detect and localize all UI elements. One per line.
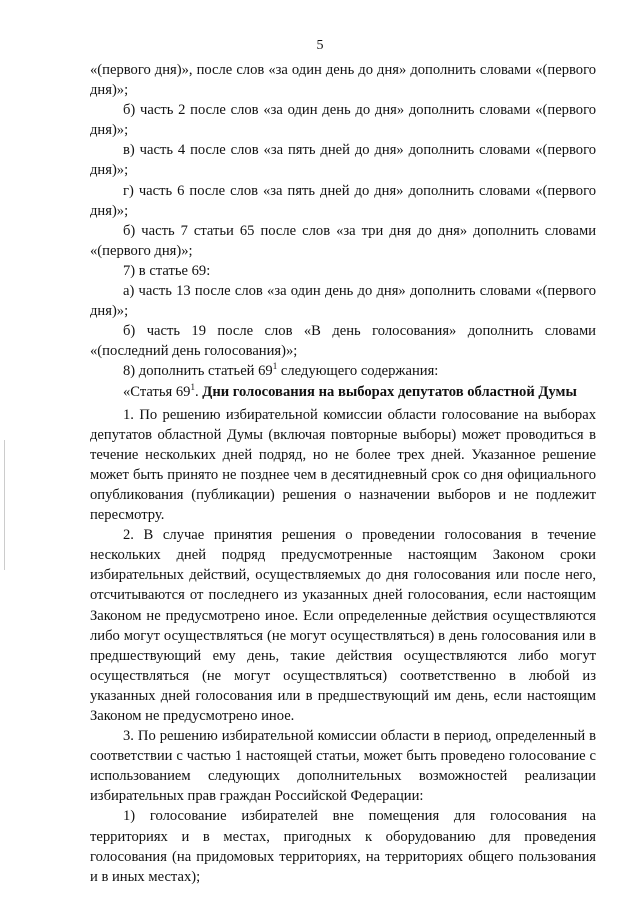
article-part-3-item-1: 1) голосование избирателей вне помещения для голосования на территориях и в местах, пригодных к оборудованию для проведения голосования (на придомовых территориях, на территориях общего пользования и в иных местах);	[90, 808, 596, 885]
document-body	[90, 60, 596, 887]
item-8-superscript: 1	[272, 361, 278, 372]
page-number: 5	[316, 38, 324, 53]
item-8-text-tail: следующего содержания:	[277, 363, 439, 380]
article-heading-prefix: «Статья 69	[123, 383, 191, 400]
article-heading-superscript: 1	[190, 381, 195, 392]
paragraph-item-7: 7) в статье 69:	[123, 262, 211, 279]
scan-edge-mark	[4, 440, 5, 570]
paragraph-amend-v: в) часть 4 после слов «за пять дней до дня» дополнить словами «(первого дня)»;	[90, 142, 596, 179]
article-heading-title: Дни голосования на выборах депутатов областной Думы	[198, 383, 577, 400]
article-part-3: 3. По решению избирательной комиссии области в период, определенный в соответствии с частью 1 настоящей статьи, может быть проведено голосование с использованием следующих дополнительных возможностей реализации избирательных прав граждан Российской Федерации:	[90, 728, 596, 805]
paragraph-continuation: «(первого дня)», после слов «за один день до дня» дополнить словами «(первого дня)»;	[90, 62, 596, 99]
article-part-1: 1. По решению избирательной комиссии области голосование на выборах депутатов областной Думы (включая повторные выборы) может проводиться в течение нескольких дней подряд, но не более трех дней. Указанное решение может быть принято не позднее чем в десятидневный срок со дня официального опубликования (публикации) решения о назначении выборов и не подлежит пересмотру.	[90, 406, 596, 524]
paragraph-amend-g: г) часть 6 после слов «за пять дней до дня» дополнить словами «(первого дня)»;	[90, 182, 596, 219]
article-heading	[90, 382, 596, 402]
article-heading-dot: .	[194, 383, 199, 400]
paragraph-item-7a: а) часть 13 после слов «за один день до дня» дополнить словами «(первого дня)»;	[90, 283, 596, 320]
paragraph-item-8	[90, 361, 596, 381]
article-part-2: 2. В случае принятия решения о проведении голосования в течение нескольких дней подряд предусмотренные настоящим Законом сроки избирательных действий, осуществляемых до дня голосования или после него, отсчитываются от последнего из указанных дней голосования, если настоящим Законом не предусмотрено иное. Если определенные действия осуществляются либо могут осуществляться (не могут осуществляться) в день голосования или в предшествующий ему день, такие действия осуществляются либо могут осуществляться (не могут осуществляться) соответственно в любой из указанных дней голосования или в предшествующий им день, если настоящим Законом не предусмотрено иное.	[90, 527, 596, 724]
paragraph-amend-b: б) часть 2 после слов «за один день до дня» дополнить словами «(первого дня)»;	[90, 102, 596, 139]
paragraph-item-7b: б) часть 19 после слов «В день голосования» дополнить словами «(последний день голосования)»;	[90, 323, 596, 360]
item-8-text: 8) дополнить статьей 69	[123, 363, 273, 380]
paragraph-amend-b-art65: б) часть 7 статьи 65 после слов «за три дня до дня» дополнить словами «(первого дня)»;	[90, 222, 596, 259]
